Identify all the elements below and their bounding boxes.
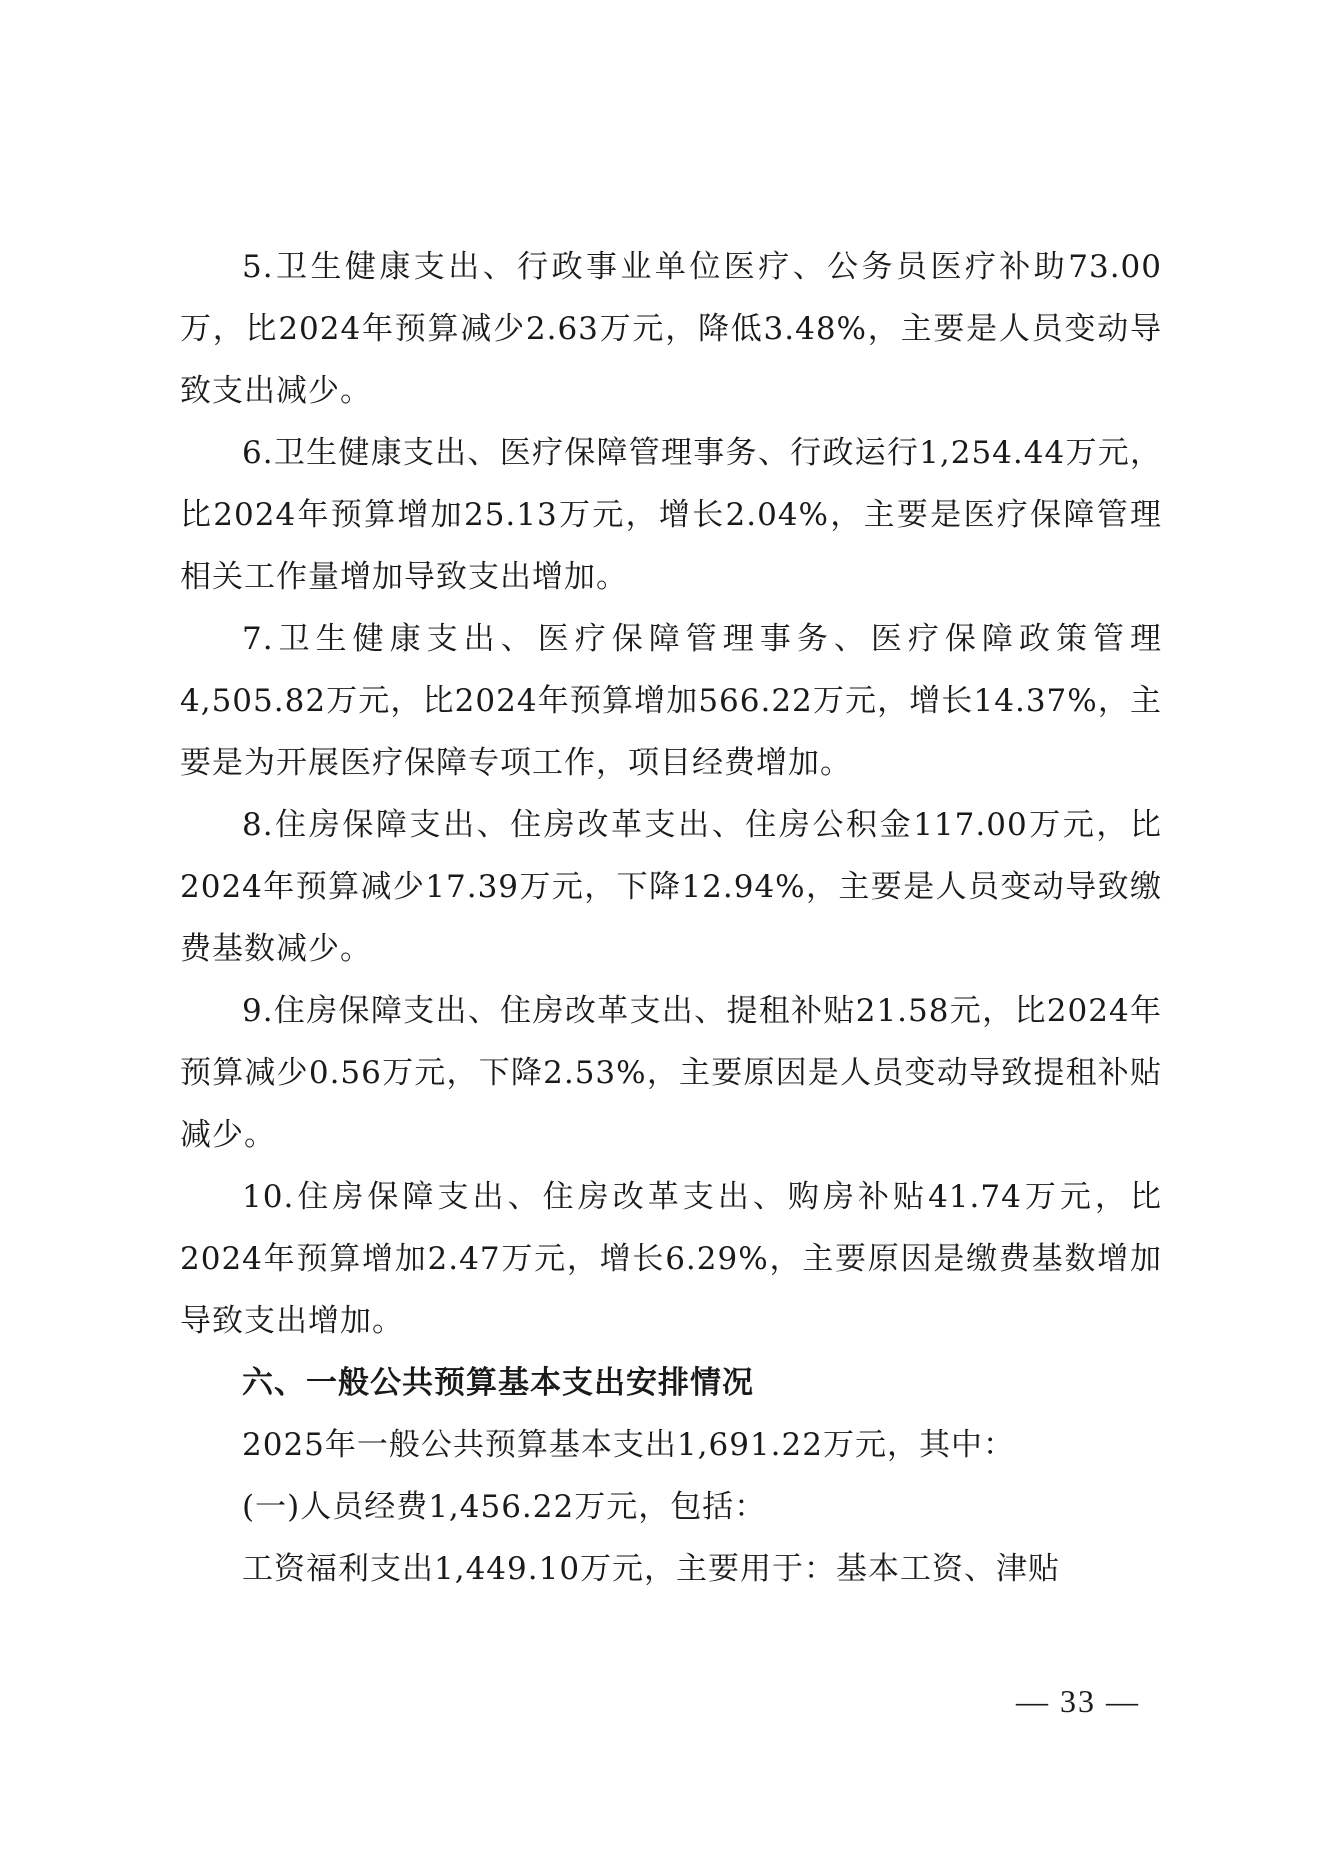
page-number: — 33 —: [1016, 1683, 1140, 1719]
section-paragraph-personnel: (一)人员经费1,456.22万元，包括：: [242, 1489, 767, 1525]
paragraph-item-9: 9.住房保障支出、住房改革支出、提租补贴21.58元，比2024年预算减少0.56万元，下降2.53%，主要原因是人员变动导致提租补贴减少。: [180, 993, 1162, 1153]
paragraph-item-5: 5.卫生健康支出、行政事业单位医疗、公务员医疗补助73.00万，比2024年预算减少2.63万元，降低3.48%，主要是人员变动导致支出减少。: [180, 249, 1162, 409]
paragraph-item-6: 6.卫生健康支出、医疗保障管理事务、行政运行1,254.44万元，比2024年预算增加25.13万元，增长2.04%，主要是医疗保障管理相关工作量增加导致支出增加。: [180, 435, 1162, 595]
page-content: [180, 236, 1162, 1600]
paragraph-item-7: 7.卫生健康支出、医疗保障管理事务、医疗保障政策管理4,505.82万元，比2024年预算增加566.22万元，增长14.37%，主要是为开展医疗保障专项工作，项目经费增加。: [180, 621, 1162, 781]
section-heading: 六、一般公共预算基本支出安排情况: [242, 1365, 754, 1401]
paragraph-item-8: 8.住房保障支出、住房改革支出、住房公积金117.00万元，比2024年预算减少17.39万元，下降12.94%，主要是人员变动导致缴费基数减少。: [180, 807, 1162, 967]
paragraph-item-10: 10.住房保障支出、住房改革支出、购房补贴41.74万元，比2024年预算增加2.47万元，增长6.29%，主要原因是缴费基数增加导致支出增加。: [180, 1179, 1162, 1339]
section-paragraph-total: 2025年一般公共预算基本支出1,691.22万元，其中：: [242, 1427, 1015, 1463]
section-paragraph-salary: 工资福利支出1,449.10万元，主要用于：基本工资、津贴: [242, 1551, 1061, 1587]
